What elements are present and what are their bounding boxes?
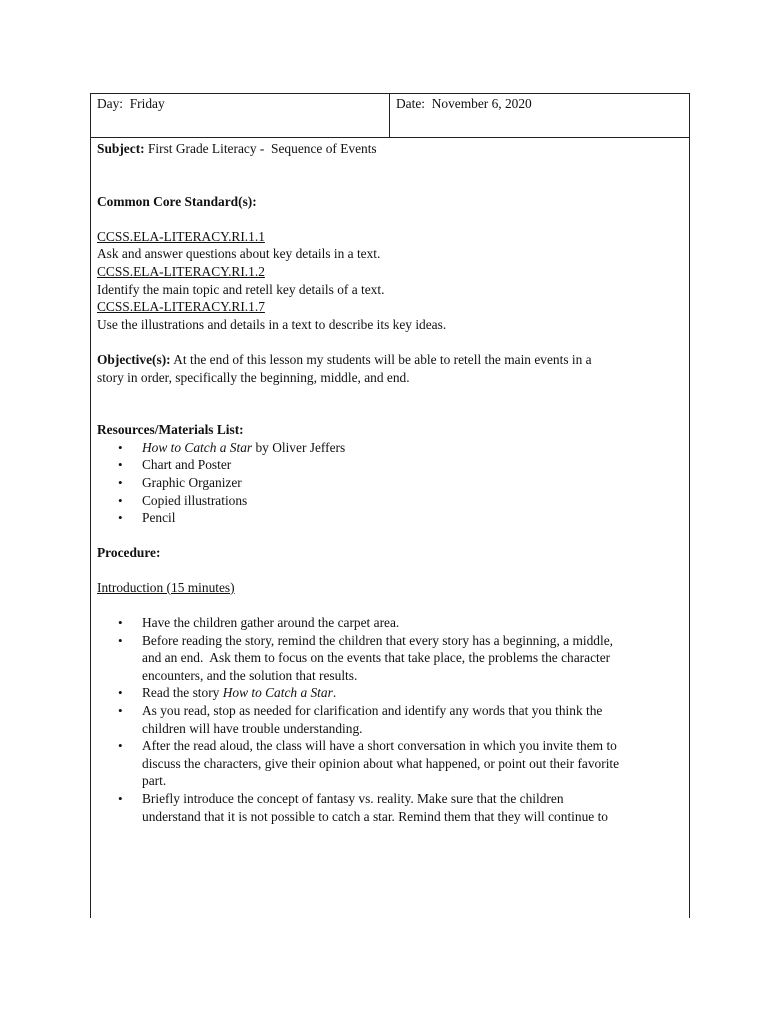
objective-label: Objective(s): — [97, 351, 171, 367]
bullet-icon: • — [118, 457, 123, 473]
intro-heading: Introduction (15 minutes) — [97, 579, 235, 595]
date-cell — [390, 94, 689, 137]
header-row — [91, 94, 689, 138]
procedure-heading: Procedure: — [97, 544, 161, 560]
list-item — [97, 474, 683, 492]
lesson-plan-table — [90, 93, 690, 918]
list-item — [97, 492, 683, 510]
list-item — [97, 614, 683, 632]
list-item — [97, 702, 683, 737]
resources-list — [97, 439, 683, 527]
standards-heading: Common Core Standard(s): — [97, 193, 257, 209]
book-title: How to Catch a Star — [142, 439, 253, 455]
day-label: Day: — [97, 96, 124, 111]
step-line: Before reading the story, remind the children that every story has a beginning, a middle, — [142, 632, 614, 648]
standard-code-3[interactable]: CCSS.ELA-LITERACY.RI.1.7 — [97, 299, 265, 315]
step-line: encounters, and the solution that results. — [142, 667, 358, 683]
list-item — [97, 790, 683, 825]
bullet-icon: • — [118, 685, 123, 701]
lesson-body — [91, 138, 689, 825]
date-label: Date: — [396, 96, 425, 111]
day-cell — [91, 94, 390, 137]
step-line: and an end. Ask them to focus on the events that take place, the problems the character — [142, 650, 611, 666]
objective-line-1 — [97, 351, 683, 369]
subject-line — [97, 140, 683, 158]
step-line: children will have trouble understanding. — [142, 720, 363, 736]
bullet-icon: • — [118, 703, 123, 719]
bullet-icon: • — [118, 492, 123, 508]
bullet-icon: • — [118, 510, 123, 526]
objective-text-1: At the end of this lesson my students will be able to retell the main events in a — [173, 351, 592, 367]
standard-text-2: Identify the main topic and retell key details of a text. — [97, 281, 385, 297]
list-item — [97, 456, 683, 474]
standard-text-3: Use the illustrations and details in a text to describe its key ideas. — [97, 316, 447, 332]
resource-item: Chart and Poster — [142, 457, 232, 473]
objective-text-2: story in order, specifically the beginning, middle, and end. — [97, 369, 410, 385]
day-value: Friday — [129, 96, 165, 111]
bullet-icon: • — [118, 439, 123, 455]
date-value: November 6, 2020 — [431, 96, 532, 111]
step-line: discuss the characters, give their opinion about what happened, or point out their favorite — [142, 755, 620, 771]
step-line: As you read, stop as needed for clarification and identify any words that you think the — [142, 703, 603, 719]
standard-code-1[interactable]: CCSS.ELA-LITERACY.RI.1.1 — [97, 228, 265, 244]
list-item — [97, 737, 683, 790]
step-line: understand that it is not possible to catch a star. Remind them that they will continue to — [142, 808, 608, 824]
resource-item: Copied illustrations — [142, 492, 248, 508]
list-item — [97, 632, 683, 685]
list-item — [97, 509, 683, 527]
resource-item: Pencil — [142, 510, 176, 526]
list-item — [97, 439, 683, 457]
subject-label: Subject: — [97, 141, 145, 156]
list-item — [97, 684, 683, 702]
step-text: . — [332, 685, 337, 701]
bullet-icon: • — [118, 474, 123, 490]
step-line: Briefly introduce the concept of fantasy vs. reality. Make sure that the children — [142, 791, 564, 806]
step-text: Have the children gather around the carpet area. — [142, 615, 400, 631]
subject-value: First Grade Literacy - Sequence of Events — [147, 141, 377, 156]
standard-text-1: Ask and answer questions about key details in a text. — [97, 246, 381, 262]
bullet-icon: • — [118, 791, 123, 806]
step-line: After the read aloud, the class will have a short conversation in which you invite them to — [142, 738, 617, 754]
bullet-icon: • — [118, 632, 123, 648]
standard-code-2[interactable]: CCSS.ELA-LITERACY.RI.1.2 — [97, 263, 265, 279]
step-text: Read the story — [142, 685, 223, 701]
bullet-icon: • — [118, 738, 123, 754]
step-line: part. — [142, 773, 167, 789]
procedure-list — [97, 614, 683, 825]
resources-heading: Resources/Materials List: — [97, 422, 244, 438]
bullet-icon: • — [118, 615, 123, 631]
book-author: by Oliver Jeffers — [252, 439, 346, 455]
resource-item: Graphic Organizer — [142, 474, 242, 490]
book-title: How to Catch a Star — [222, 685, 333, 701]
